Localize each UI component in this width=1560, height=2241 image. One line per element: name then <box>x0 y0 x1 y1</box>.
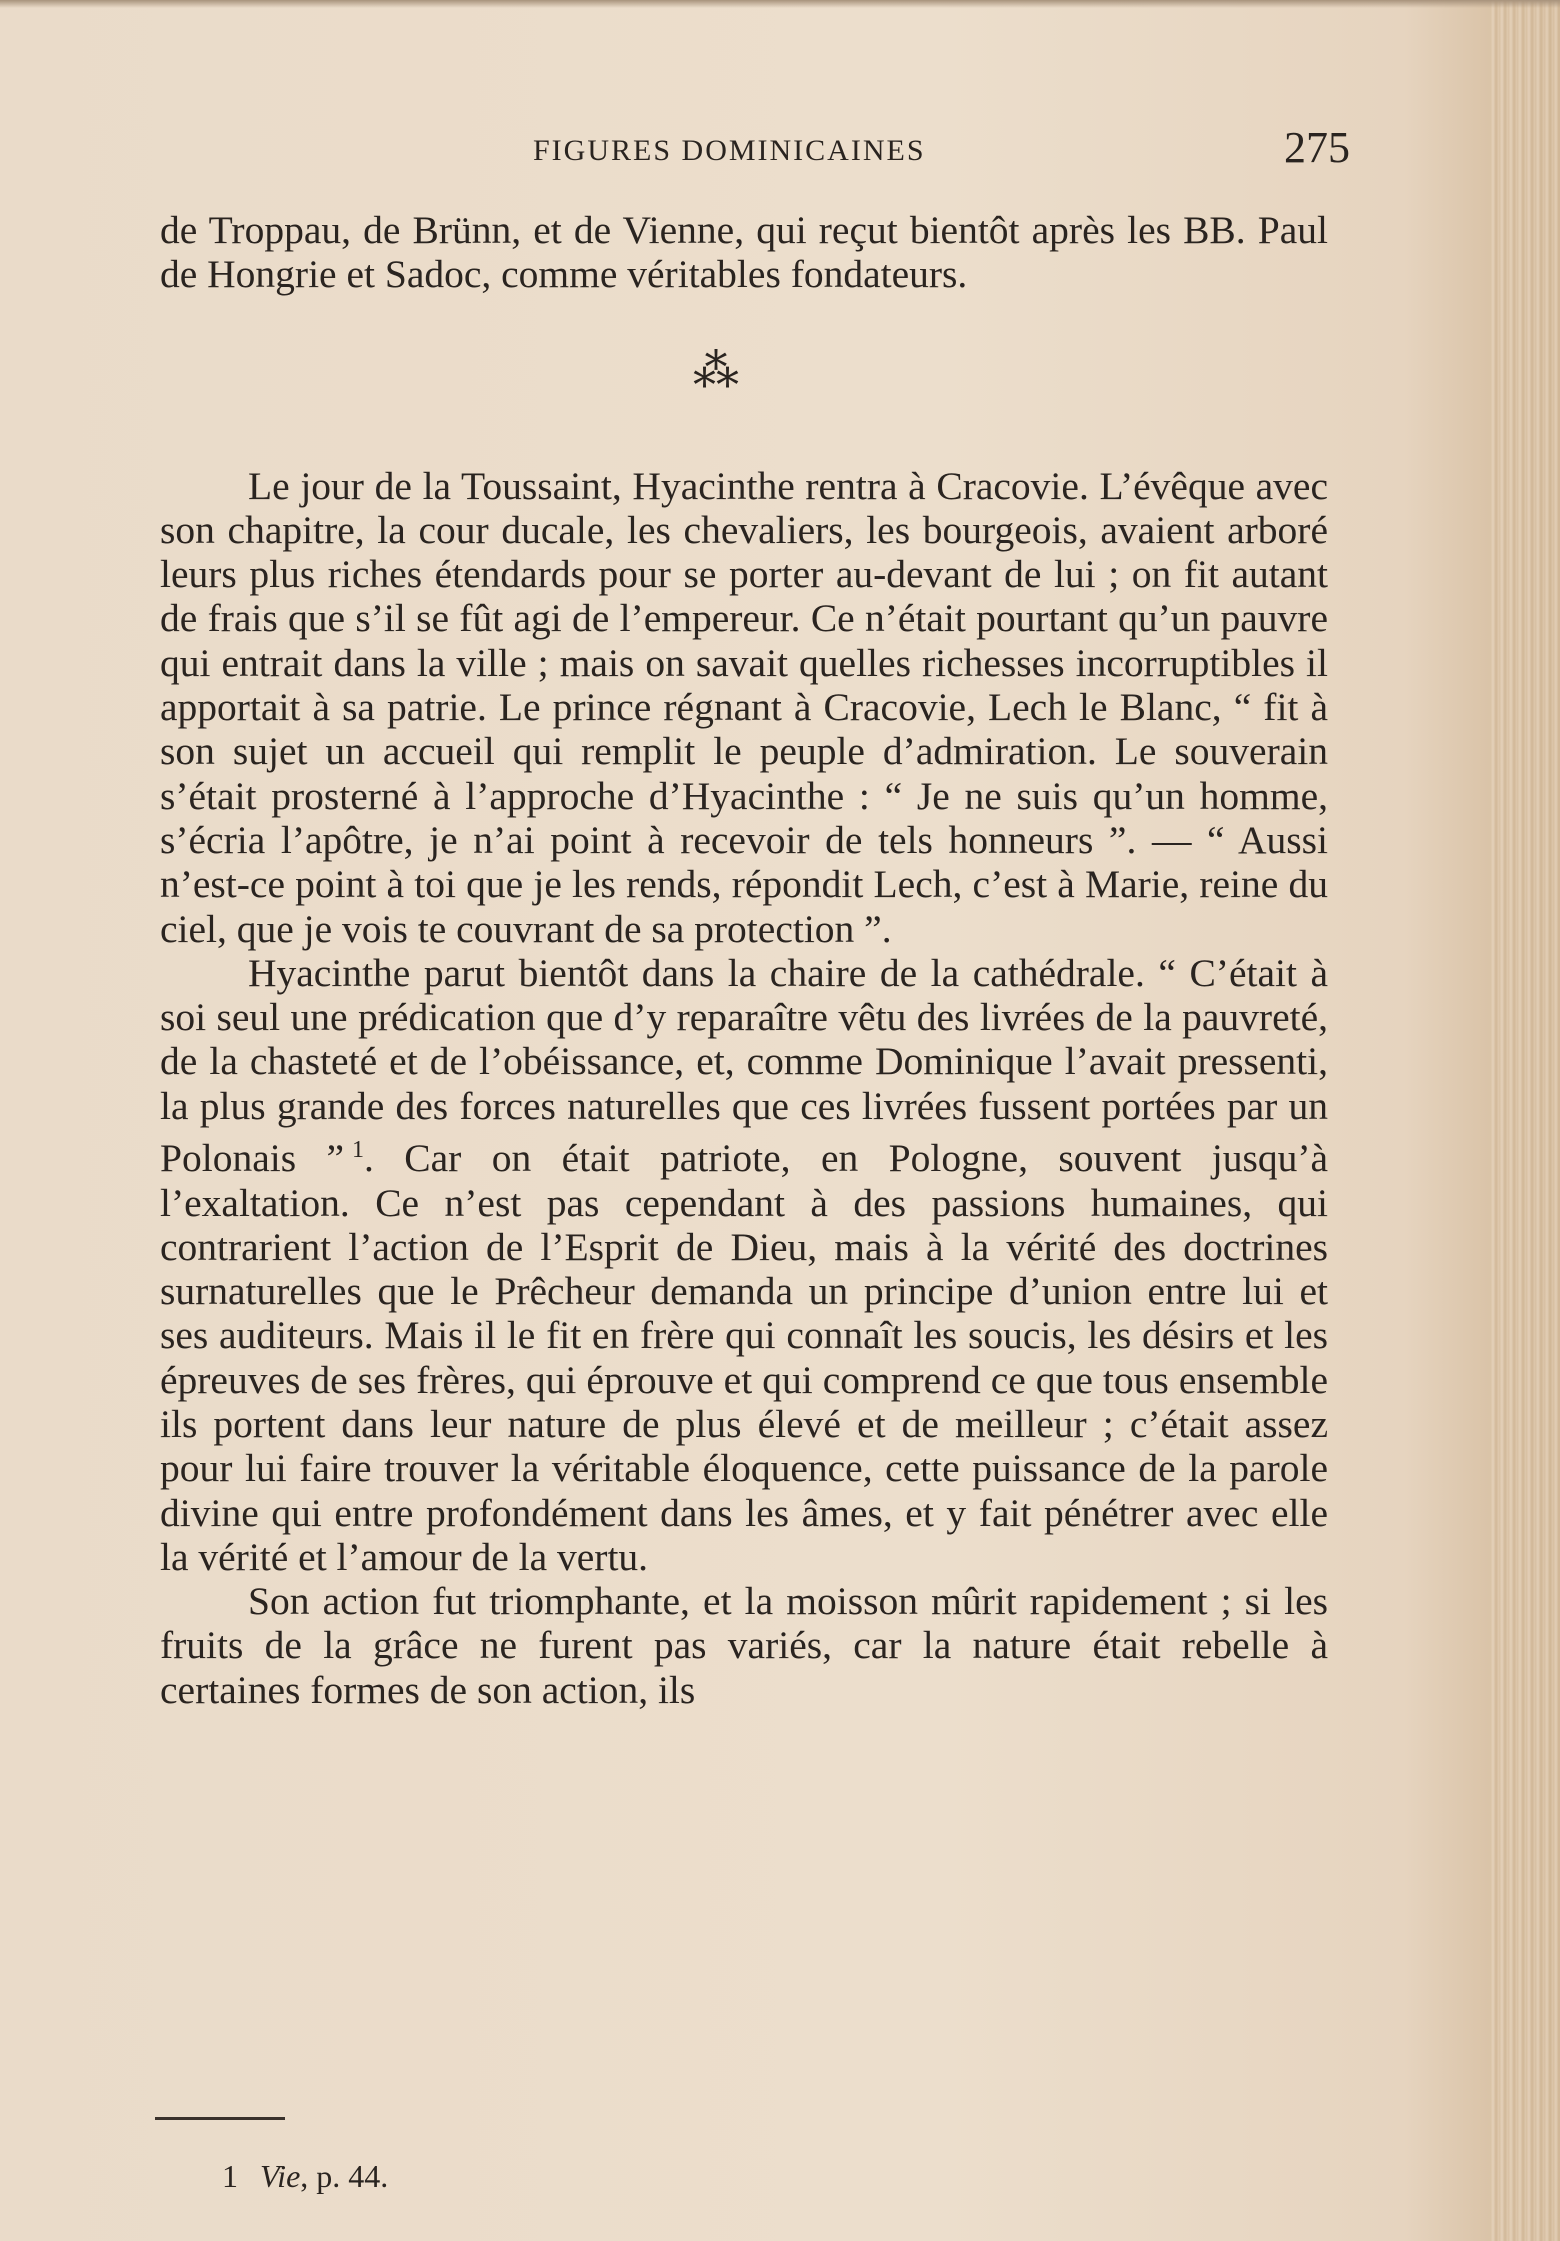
paragraph-preaching-text-cont: . Car on était patriote, en Pologne, souvent jusqu’à l’exaltation. Ce n’est pas cependant à des passions humaines, qui contrarient l’action de l’Esprit de Dieu, mais à la vérité des doctrines surnaturelles que le Prêcheur demanda un principe d’union entre lui et ses auditeurs. Mais il le fit en frère qui connaît les soucis, les désirs et les épreuves de ses frères, qui éprouve et qui comprend ce que tous ensemble ils portent dans leur nature de plus élevé et de meilleur ; c’était assez pour lui faire trouver la véritable éloquence, cette puissance de la parole divine qui entre profondément dans les âmes, et y fait pénétrer avec elle la vérité et l’amour de la vertu. <box>160 1136 1329 1579</box>
footnote-source: Vie <box>260 2158 301 2194</box>
asterism: ⁂ <box>693 344 735 396</box>
page-number: 275 <box>1284 123 1350 172</box>
footnote-number: 1 <box>222 2158 238 2194</box>
paragraph-continuation: de Troppau, de Brünn, et de Vienne, qui reçut bientôt après les BB. Paul de Hongrie et Sadoc, comme véritables fondateurs. <box>160 208 1328 297</box>
footnote-page-ref: , p. 44. <box>300 2158 389 2194</box>
paragraph-preaching-text: Hyacinthe parut bientôt dans la chaire de la cathédrale. “ C’était à soi seul une prédication que d’y reparaître vêtu des livrées de la pauvreté, de la chasteté et de l’obéissance, et, comme Dominique l’avait pressenti, la plus grande des forces naturelles que ces livrées fussent portées par un Polonais ” <box>160 950 1328 1181</box>
paragraph-preaching <box>160 951 1328 1579</box>
paragraph-arrival: Le jour de la Toussaint, Hyacinthe rentra à Cracovie. L’évêque avec son chapitre, la cour ducale, les chevaliers, les bourgeois, avaient arboré leurs plus riches étendards pour se porter au-devant de lui ; on fit autant de frais que s’il se fût agi de l’empereur. Ce n’était pourtant qu’un pauvre qui entrait dans la ville ; mais on savait quelles richesses incorruptibles il apportait à sa patrie. Le prince régnant à Cracovie, Lech le Blanc, “ fit à son sujet un accueil qui remplit le peuple d’admiration. Le souverain s’était prosterné à l’approche d’Hyacinthe : “ Je ne suis qu’un homme, s’écria l’apôtre, je n’ai point à recevoir de tels honneurs ”. — “ Aussi n’est-ce point à toi que je les rends, répondit Lech, c’est à Marie, reine du ciel, que je vois te couvrant de sa protection ”. <box>160 463 1328 951</box>
section-separator <box>160 297 1328 464</box>
footnote-rule <box>155 2117 285 2120</box>
paragraph-harvest: Son action fut triomphante, et la moisson mûrit rapidement ; si les fruits de la grâce ne furent pas variés, car la nature était rebelle à certaines formes de son action, ils <box>160 1579 1328 1712</box>
running-title: FIGURES DOMINICAINES <box>533 134 926 167</box>
body-text <box>160 208 1328 1712</box>
top-edge-shadow <box>0 0 1560 8</box>
footnote <box>222 2158 388 2195</box>
running-head <box>160 123 1350 178</box>
footnote-reference: 1 <box>351 1137 364 1164</box>
page-edge-shadow <box>1490 0 1560 2241</box>
